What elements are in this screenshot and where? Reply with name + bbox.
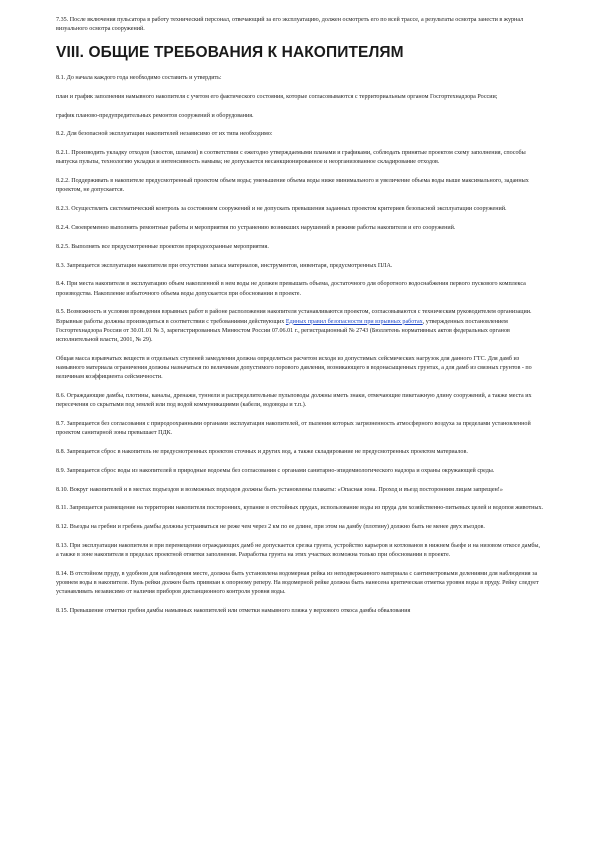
- paragraph-8-15: 8.15. Превышение отметки гребня дамбы намывных накопителей или отметки намывного пляжа у верхового откоса дамбы обвалования: [56, 608, 411, 615]
- explosive-safety-rules-link[interactable]: Единых правил безопасности при взрывных работах: [285, 318, 423, 325]
- paragraph-8-6: 8.6. Ограждающие дамбы, плотины, каналы, дренажи, туннели и распределительные пульповоды должны иметь знаки, отмечающие пикетажную длину сооружений, а также места их пересечения со скрытыми под землей или под водой коммуникациями (кабели, водоводы и т.п.).: [56, 392, 532, 409]
- document-page: [56, 16, 544, 623]
- paragraph-8-2-5: 8.2.5. Выполнять все предусмотренные проектом природоохранные мероприятия.: [56, 243, 269, 250]
- paragraph-8-8: 8.8. Запрещается сброс в накопитель не предусмотренных проектом сточных и других вод, а также складирование не предусмотренных проектом материалов.: [56, 448, 468, 455]
- paragraph-8-2-2: 8.2.2. Поддерживать в накопителе предусмотренный проектом объем воды; уменьшение объема воды ниже минимального и увеличение объема воды выше максимального, заданных проектом, не допускается.: [56, 178, 529, 194]
- paragraph-8-1-plan: план и график заполнения намывного накопителя с учетом его фактического состояния, которые согласовываются с территориальным органом Госгортехнадзора России;: [56, 93, 498, 100]
- paragraph-8-5: [56, 308, 544, 345]
- paragraph-8-3: 8.3. Запрещается эксплуатация накопителя при отсутствии запаса материалов, инструментов, инвентаря, предусмотренных ПЛА.: [56, 262, 393, 269]
- paragraph-8-2: 8.2. Для безопасной эксплуатации накопителей независимо от их типа необходимо:: [56, 131, 273, 138]
- paragraph-8-5-seismic: Общая масса взрывчатых веществ и отдельных ступеней замедления должна определяться расчетом исходя из допустимых сейсмических нагрузок для данного ГТС. Для дамб из намывного материала ограничения должны назначаться по величинам допустимого порового давления, возникающего в водонасыщенных грунтах, а для дамб из связных грунтов - по величинам коэффициента сейсмичности.: [56, 355, 532, 381]
- paragraph-8-7: 8.7. Запрещается без согласования с природоохранными органами эксплуатация накопителей, от пыления которых загрязненность атмосферного воздуха за пределами установленной проектом санитарной зоны превышает ПДК.: [56, 420, 531, 437]
- paragraph-8-2-4: 8.2.4. Своевременно выполнять ремонтные работы и мероприятия по устранению возникших нарушений в режиме работы накопителя и его сооружений.: [56, 224, 456, 231]
- paragraph-8-4: 8.4. При места накопителя в эксплуатацию объем накопленной в нем воды не должен превышать объема, достаточного для оборотного водоснабжения первого пускового комплекса производства. Накопление избыточного объема воды допускается при обосновании в проекте.: [56, 281, 526, 297]
- paragraph-8-5-start: 8.5. Возможность и условия проведения взрывных работ в районе расположения накопителя устанавливаются проектом, согласовываются с техническим руководителем организации. Взрывные работы должны производиться в соответствии с требованиями действующих: [56, 309, 532, 325]
- paragraph-8-1-schedule: график планово-предупредительных ремонтов сооружений и оборудования.: [56, 112, 254, 119]
- paragraph-8-5-end: , утвержденных постановлением Госгортехнадзора России от 30.01.01 № 3, зарегистрированных Минюстом России 07.06.01 г., регистрационный № 2743 (Бюллетень нормативных актов федеральных органов исполнительной власти, 2001, № 29).: [56, 318, 510, 343]
- paragraph-8-10: 8.10. Вокруг накопителей и в местах подъездов и возможных подходов должны быть установлены плакаты: «Опасная зона. Проход и въезд посторонним лицам запрещен!»: [56, 486, 503, 493]
- paragraph-8-2-3: 8.2.3. Осуществлять систематический контроль за состоянием сооружений и не допускать превышения заданных проектом критериев безопасной эксплуатации сооружений.: [56, 206, 507, 213]
- paragraph-8-14: 8.14. В отстойном пруду, в удобном для наблюдения месте, должна быть установлена водомерная рейка из неподвержанного материала с сантиметровыми делениями для наблюдения за уровнем воды в накопителе. Нуль рейки должен быть привязан к опорному реперу. На водомерной рейке должна быть нанесена критическая отметка уровня воды в пруду. Рейку следует устанавливать независимо от наличия приборов дистанционного контроля уровня воды.: [56, 570, 539, 596]
- paragraph-8-11: 8.11. Запрещается размещение на территории накопителя посторонних, купание в отстойных прудах, использование воды из пруда для хозяйственно-питьевых целей и водопоя животных.: [56, 505, 544, 512]
- paragraph-8-12: 8.12. Въезды на гребни и гребень дамбы должны устраиваться не реже чем через 2 км по ее длине, при этом на дамбу (плотину) должно быть не менее двух въездов.: [56, 524, 485, 531]
- paragraph-8-1: 8.1. До начала каждого года необходимо составить и утвердить:: [56, 75, 222, 81]
- paragraph-7-35: 7.35. После включения пульсатора в работу технический персонал, отвечающий за его эксплуатацию, должен осмотреть его по всей трассе, а результаты осмотра занести в журнал визуального осмотра сооружений.: [56, 17, 524, 33]
- paragraph-8-2-1: 8.2.1. Производить укладку отходов (хвостов, шламов) в соответствии с ежегодно утверждаемыми планами и графиками, соблюдать принятые проектом схему заполнения, способы выпуска пульпы, технологию укладки и интенсивность намыва; не допускается несанкционированное и неорганизованное складирование отходов.: [56, 150, 526, 166]
- paragraph-8-9: 8.9. Запрещается сброс воды из накопителей в природные водоемы без согласования с органами санитарно-эпидемиологического надзора и охраны окружающей среды.: [56, 467, 495, 474]
- paragraph-8-13: 8.13. При эксплуатации накопителя и при перемещении ограждающих дамб не допускается срезка грунта, устройство карьеров и котлованов в нижнем бьефе и на низовом откосе дамбы, а также в зоне накопителя в пределах проектной отметки заполнения. Разработка грунта на этих участках возможна только при обосновании в проекте.: [56, 542, 541, 559]
- section-title: VIII. ОБЩИЕ ТРЕБОВАНИЯ К НАКОПИТЕЛЯМ: [56, 44, 404, 61]
